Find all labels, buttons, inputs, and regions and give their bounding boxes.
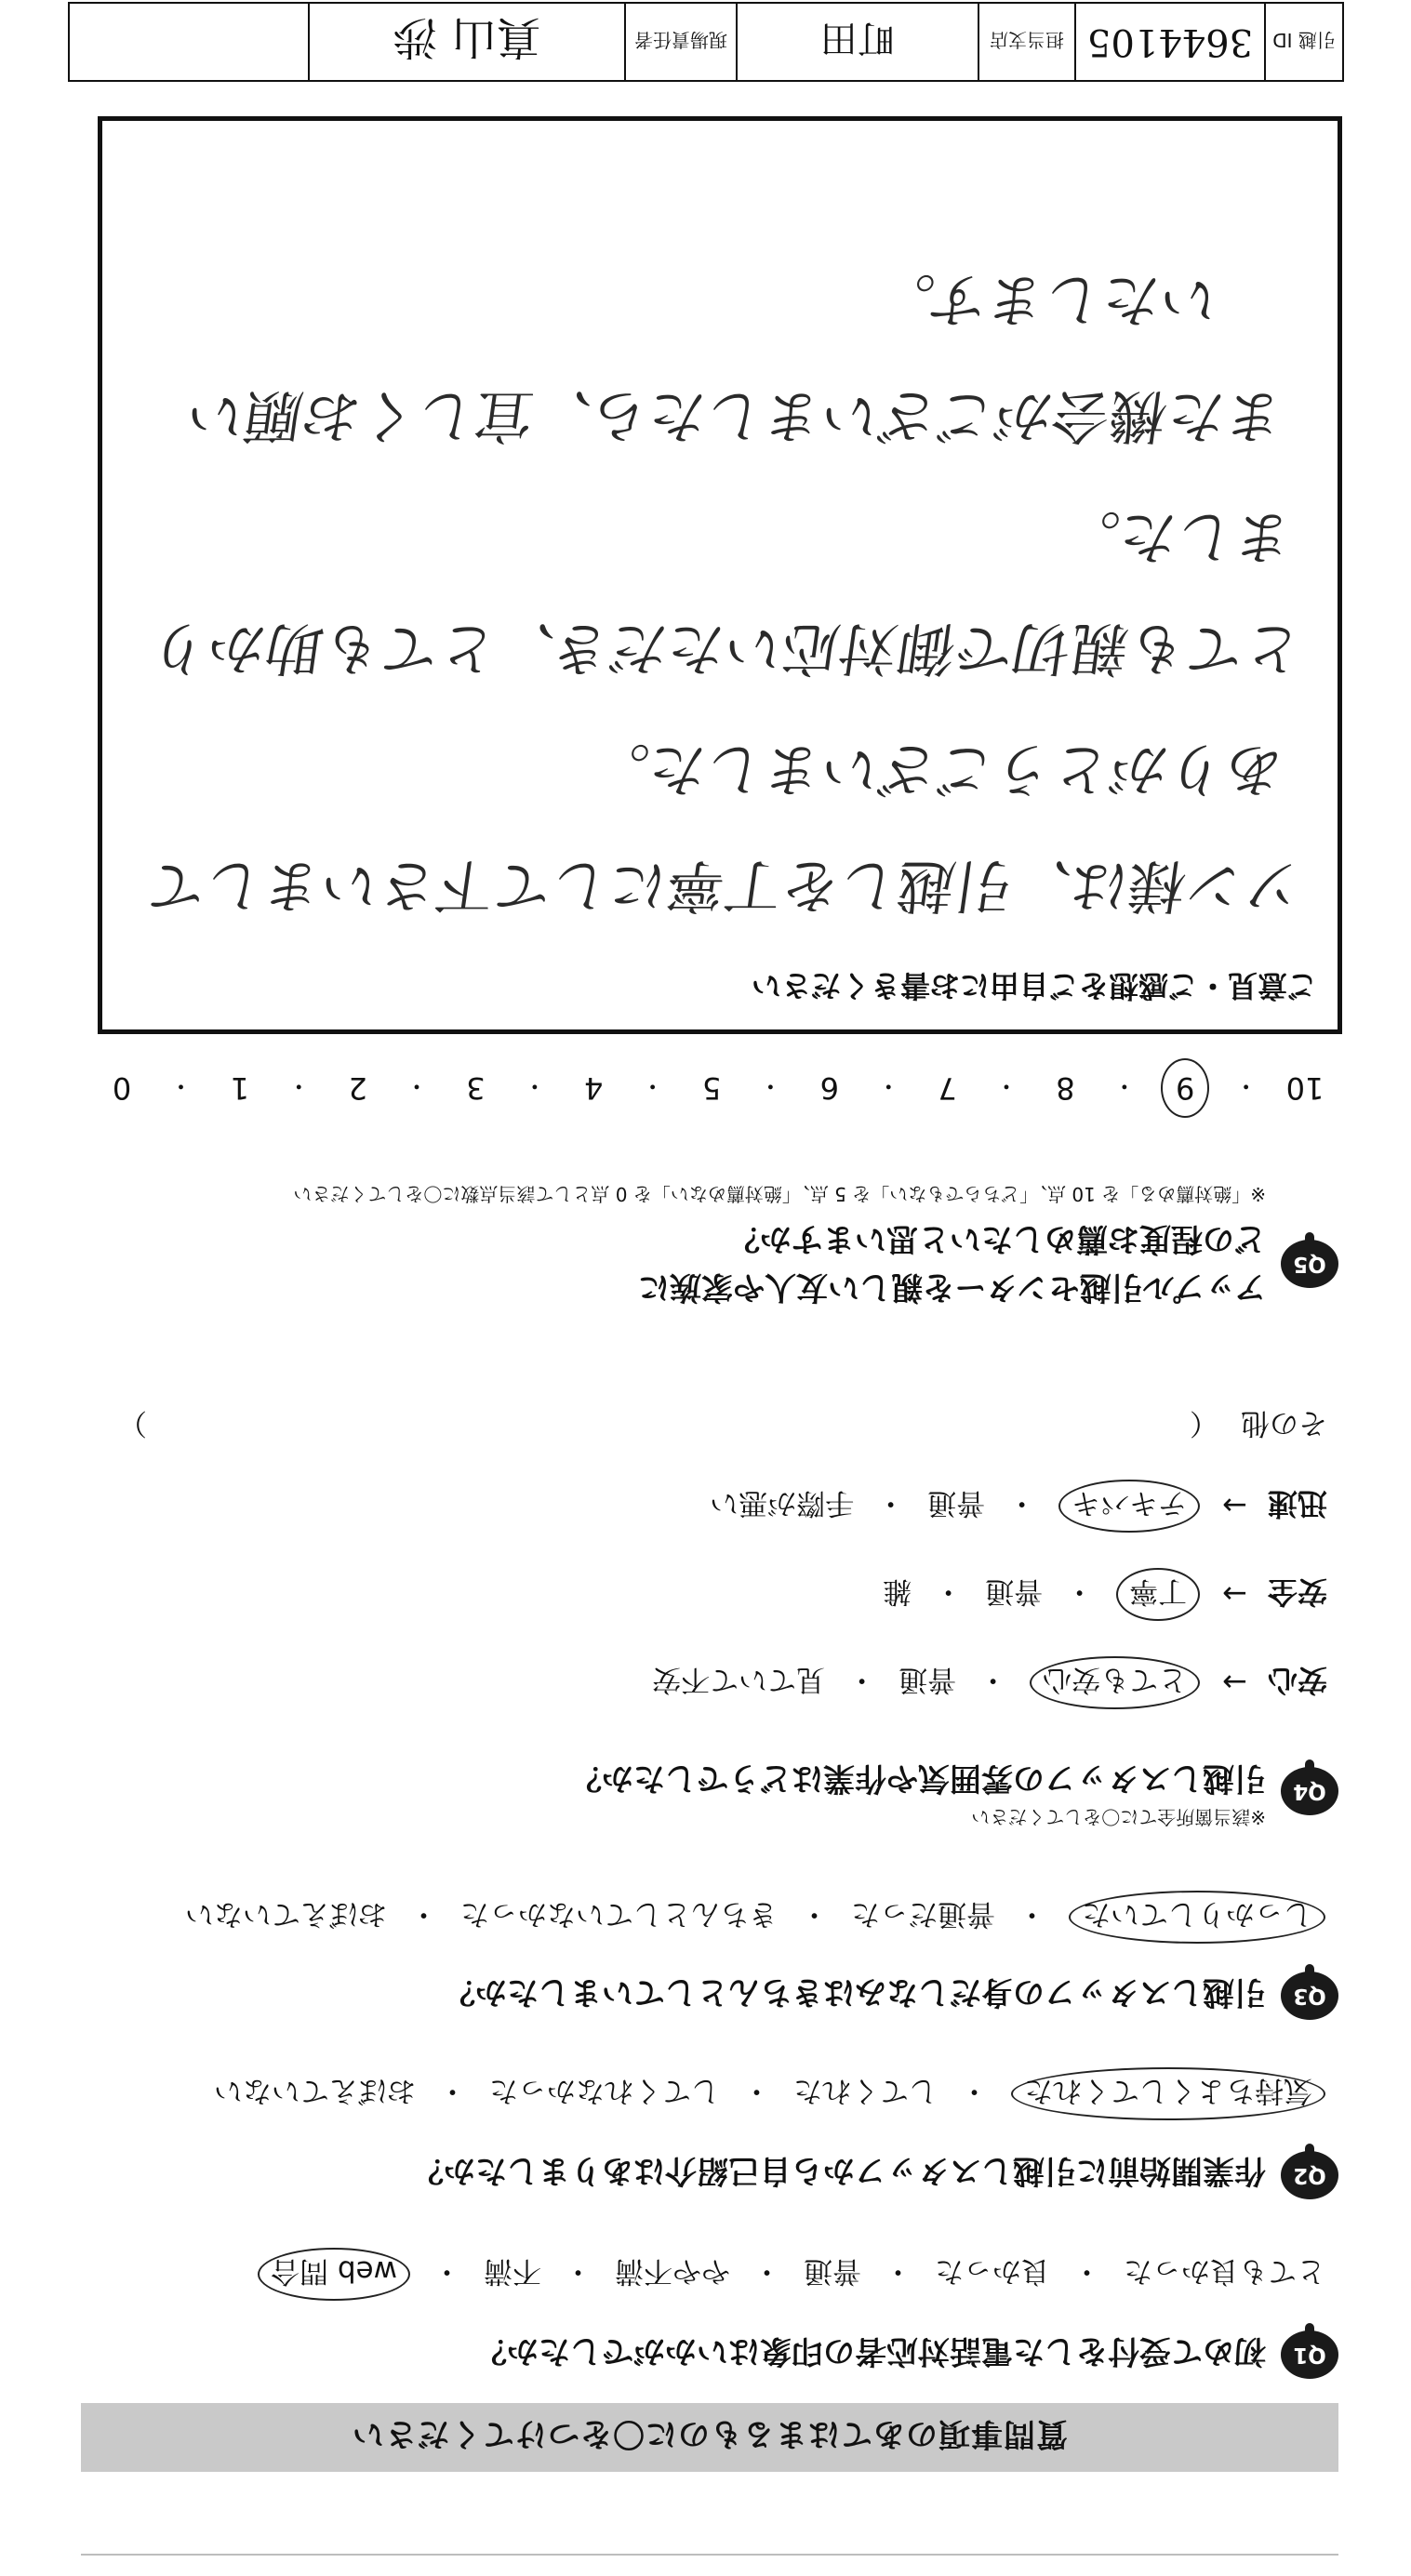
survey-banner bbox=[81, 2403, 1338, 2472]
q5-scale-1[interactable]: 1 bbox=[230, 1070, 250, 1106]
q4-question: 引越しスタッフの雰囲気や作業はどうでしたか？ bbox=[570, 1759, 1266, 1797]
comment-line-2: ありがとうございました。 bbox=[585, 736, 1287, 803]
q1-answers: とても良かった ・ 良かった ・ 普通 ・ やや不満 ・ 不満 ・ web 問合 bbox=[258, 2248, 1325, 2301]
q4-anshin-option-1-selected[interactable]: とても安心 bbox=[1030, 1656, 1200, 1709]
q4-anzen-option-3[interactable]: 雑 bbox=[883, 1574, 912, 1608]
q3-option-3[interactable]: きちんとしていなかった bbox=[460, 1897, 778, 1931]
comment-line-5: また機会がございましたら、宜しくお願い bbox=[181, 382, 1287, 450]
q3-badge bbox=[1281, 1972, 1338, 2020]
q5-scale-5[interactable]: 5 bbox=[701, 1070, 722, 1106]
q5-badge bbox=[1281, 1240, 1338, 1288]
q1-option-2[interactable]: 良かった bbox=[935, 2254, 1050, 2288]
q4-other-open: （ bbox=[1190, 1406, 1218, 1440]
q2-option-3[interactable]: してくれなかった bbox=[489, 2074, 720, 2107]
q3-option-1-selected[interactable]: しっかりしていた bbox=[1069, 1891, 1325, 1944]
arrow-icon: → bbox=[1222, 1576, 1247, 1613]
q4-row-label: 安全 bbox=[1267, 1574, 1327, 1611]
arrow-icon: → bbox=[1222, 1488, 1247, 1524]
comment-line-3: とても親切で御対応いただき、とても助かり bbox=[145, 615, 1306, 683]
q4-anzen-option-2[interactable]: 普通 bbox=[985, 1574, 1044, 1608]
q4-anshin-option-2[interactable]: 普通 bbox=[899, 1663, 957, 1696]
q1-badge bbox=[1281, 2330, 1338, 2379]
q4-other-label: その他 bbox=[1241, 1406, 1327, 1440]
q3-option-2[interactable]: 普通だった bbox=[851, 1897, 995, 1931]
q2-badge-label: Q2 bbox=[1293, 2163, 1326, 2187]
q4-other-close: ） bbox=[118, 1406, 147, 1440]
comment-line-1: ソン様は、引越しを丁寧にして下さいまして bbox=[142, 852, 1306, 920]
q5-scale-10[interactable]: 10 bbox=[1285, 1070, 1324, 1106]
q4-jinsoku-option-3[interactable]: 手際が悪い bbox=[710, 1486, 855, 1520]
q2-answers: 気持ちよくしてくれた ・ してくれた ・ してくれなかった ・ おぼえていない bbox=[214, 2067, 1325, 2120]
id-label: 引越 ID bbox=[1264, 4, 1342, 80]
q1-option-3[interactable]: 普通 bbox=[804, 2254, 861, 2288]
comment-box[interactable] bbox=[98, 116, 1342, 1034]
q1-option-4[interactable]: やや不満 bbox=[615, 2254, 730, 2288]
q5-scale-6[interactable]: 6 bbox=[819, 1070, 839, 1106]
q5-badge-label: Q5 bbox=[1293, 1252, 1326, 1276]
q2-option-2[interactable]: してくれた bbox=[793, 2074, 938, 2107]
q3-answers: しっかりしていた ・ 普通だった ・ きちんとしていなかった ・ おぼえていない bbox=[185, 1891, 1325, 1944]
arrow-icon: → bbox=[1222, 1665, 1247, 1701]
footer-table bbox=[68, 2, 1344, 82]
q5-scale-7[interactable]: 7 bbox=[938, 1070, 957, 1106]
q5-scale-3[interactable]: 3 bbox=[466, 1070, 486, 1106]
top-rule bbox=[81, 2554, 1338, 2556]
q1-option-5[interactable]: 不満 bbox=[484, 2254, 541, 2288]
q1-question: 初めて受付をした電話対応者の印象はいかがでしたか？ bbox=[475, 2332, 1266, 2370]
leader-signature: 真山 渉 bbox=[308, 4, 624, 80]
q1-option-6-selected[interactable]: web 問合 bbox=[258, 2248, 410, 2301]
branch-value: 町田 bbox=[736, 4, 978, 80]
comment-title: ご意見・ご感想をご自由にお書きください bbox=[751, 968, 1317, 1003]
q3-option-4[interactable]: おぼえていない bbox=[185, 1897, 387, 1931]
q4-jinsoku-option-1-selected[interactable]: テキパキ bbox=[1058, 1480, 1200, 1533]
q4-anzen-option-1-selected[interactable]: 丁寧 bbox=[1116, 1568, 1200, 1621]
q4-badge-label: Q4 bbox=[1293, 1779, 1326, 1803]
q4-row-anshin: 安心 → とても安心 ・ 普通 ・ 見ていて不安 bbox=[652, 1656, 1327, 1709]
q5-scale-8[interactable]: 8 bbox=[1056, 1070, 1075, 1106]
q1-option-1[interactable]: とても良かった bbox=[1124, 2254, 1325, 2288]
q4-row-jinsoku: 迅速 → テキパキ ・ 普通 ・ 手際が悪い bbox=[710, 1480, 1327, 1533]
q4-jinsoku-option-2[interactable]: 普通 bbox=[927, 1486, 986, 1520]
leader-label: 現場責任者 bbox=[624, 4, 736, 80]
q4-anshin-option-3[interactable]: 見ていて不安 bbox=[652, 1663, 826, 1696]
q5-scale-9-selected[interactable]: 9 bbox=[1161, 1058, 1209, 1118]
banner-text: 質問事項のあてはまるものに〇をつけてください bbox=[352, 2415, 1068, 2453]
q5-scale-4[interactable]: 4 bbox=[584, 1070, 604, 1106]
q3-badge-label: Q3 bbox=[1293, 1984, 1326, 2008]
q4-row-anzen: 安全 → 丁寧 ・ 普通 ・ 雑 bbox=[883, 1568, 1327, 1621]
q5-scale-2[interactable]: 2 bbox=[348, 1070, 367, 1106]
q5-question-line2: どの程度お薦めしたいと思いますか？ bbox=[728, 1220, 1266, 1257]
comment-line-4: ました。 bbox=[1056, 503, 1297, 571]
q2-option-1-selected[interactable]: 気持ちよくしてくれた bbox=[1011, 2067, 1325, 2120]
id-value: 3644105 bbox=[1074, 4, 1264, 80]
comment-line-6: いたします。 bbox=[871, 266, 1222, 334]
q2-option-4[interactable]: おぼえていない bbox=[214, 2074, 416, 2107]
q5-scale-0[interactable]: 0 bbox=[112, 1070, 132, 1106]
q5-question-line1: アップル引越センターを親しい友人や家族に bbox=[638, 1268, 1266, 1306]
q4-note: ※該当箇所全てに〇をしてください bbox=[971, 1806, 1266, 1828]
q1-badge-label: Q1 bbox=[1293, 2343, 1326, 2367]
q5-note: ※「絶対薦める」を 10 点、「どちらでもない」を 5 点、「絶対薦めない」を 0 点として該当点数に〇をしてください bbox=[293, 1183, 1266, 1205]
q4-badge bbox=[1281, 1767, 1338, 1815]
q4-row-label: 迅速 bbox=[1267, 1486, 1327, 1522]
q4-other-row bbox=[118, 1405, 1327, 1447]
q4-row-label: 安心 bbox=[1267, 1663, 1327, 1699]
branch-label: 担当支店 bbox=[978, 4, 1074, 80]
q5-scale: 10 ・ 9 ・ 8 ・ 7 ・ 6 ・ 5 ・ 4 ・ 3 ・ 2 ・ 1 ・ 0 bbox=[100, 1058, 1327, 1118]
q2-question: 作業開始前に引越しスタッフから自己紹介はありましたか？ bbox=[412, 2152, 1266, 2189]
footer-blank-cell bbox=[70, 4, 308, 80]
q2-badge bbox=[1281, 2151, 1338, 2199]
q3-question: 引越しスタッフの身だしなみはきちんとしていましたか？ bbox=[444, 1973, 1266, 2011]
